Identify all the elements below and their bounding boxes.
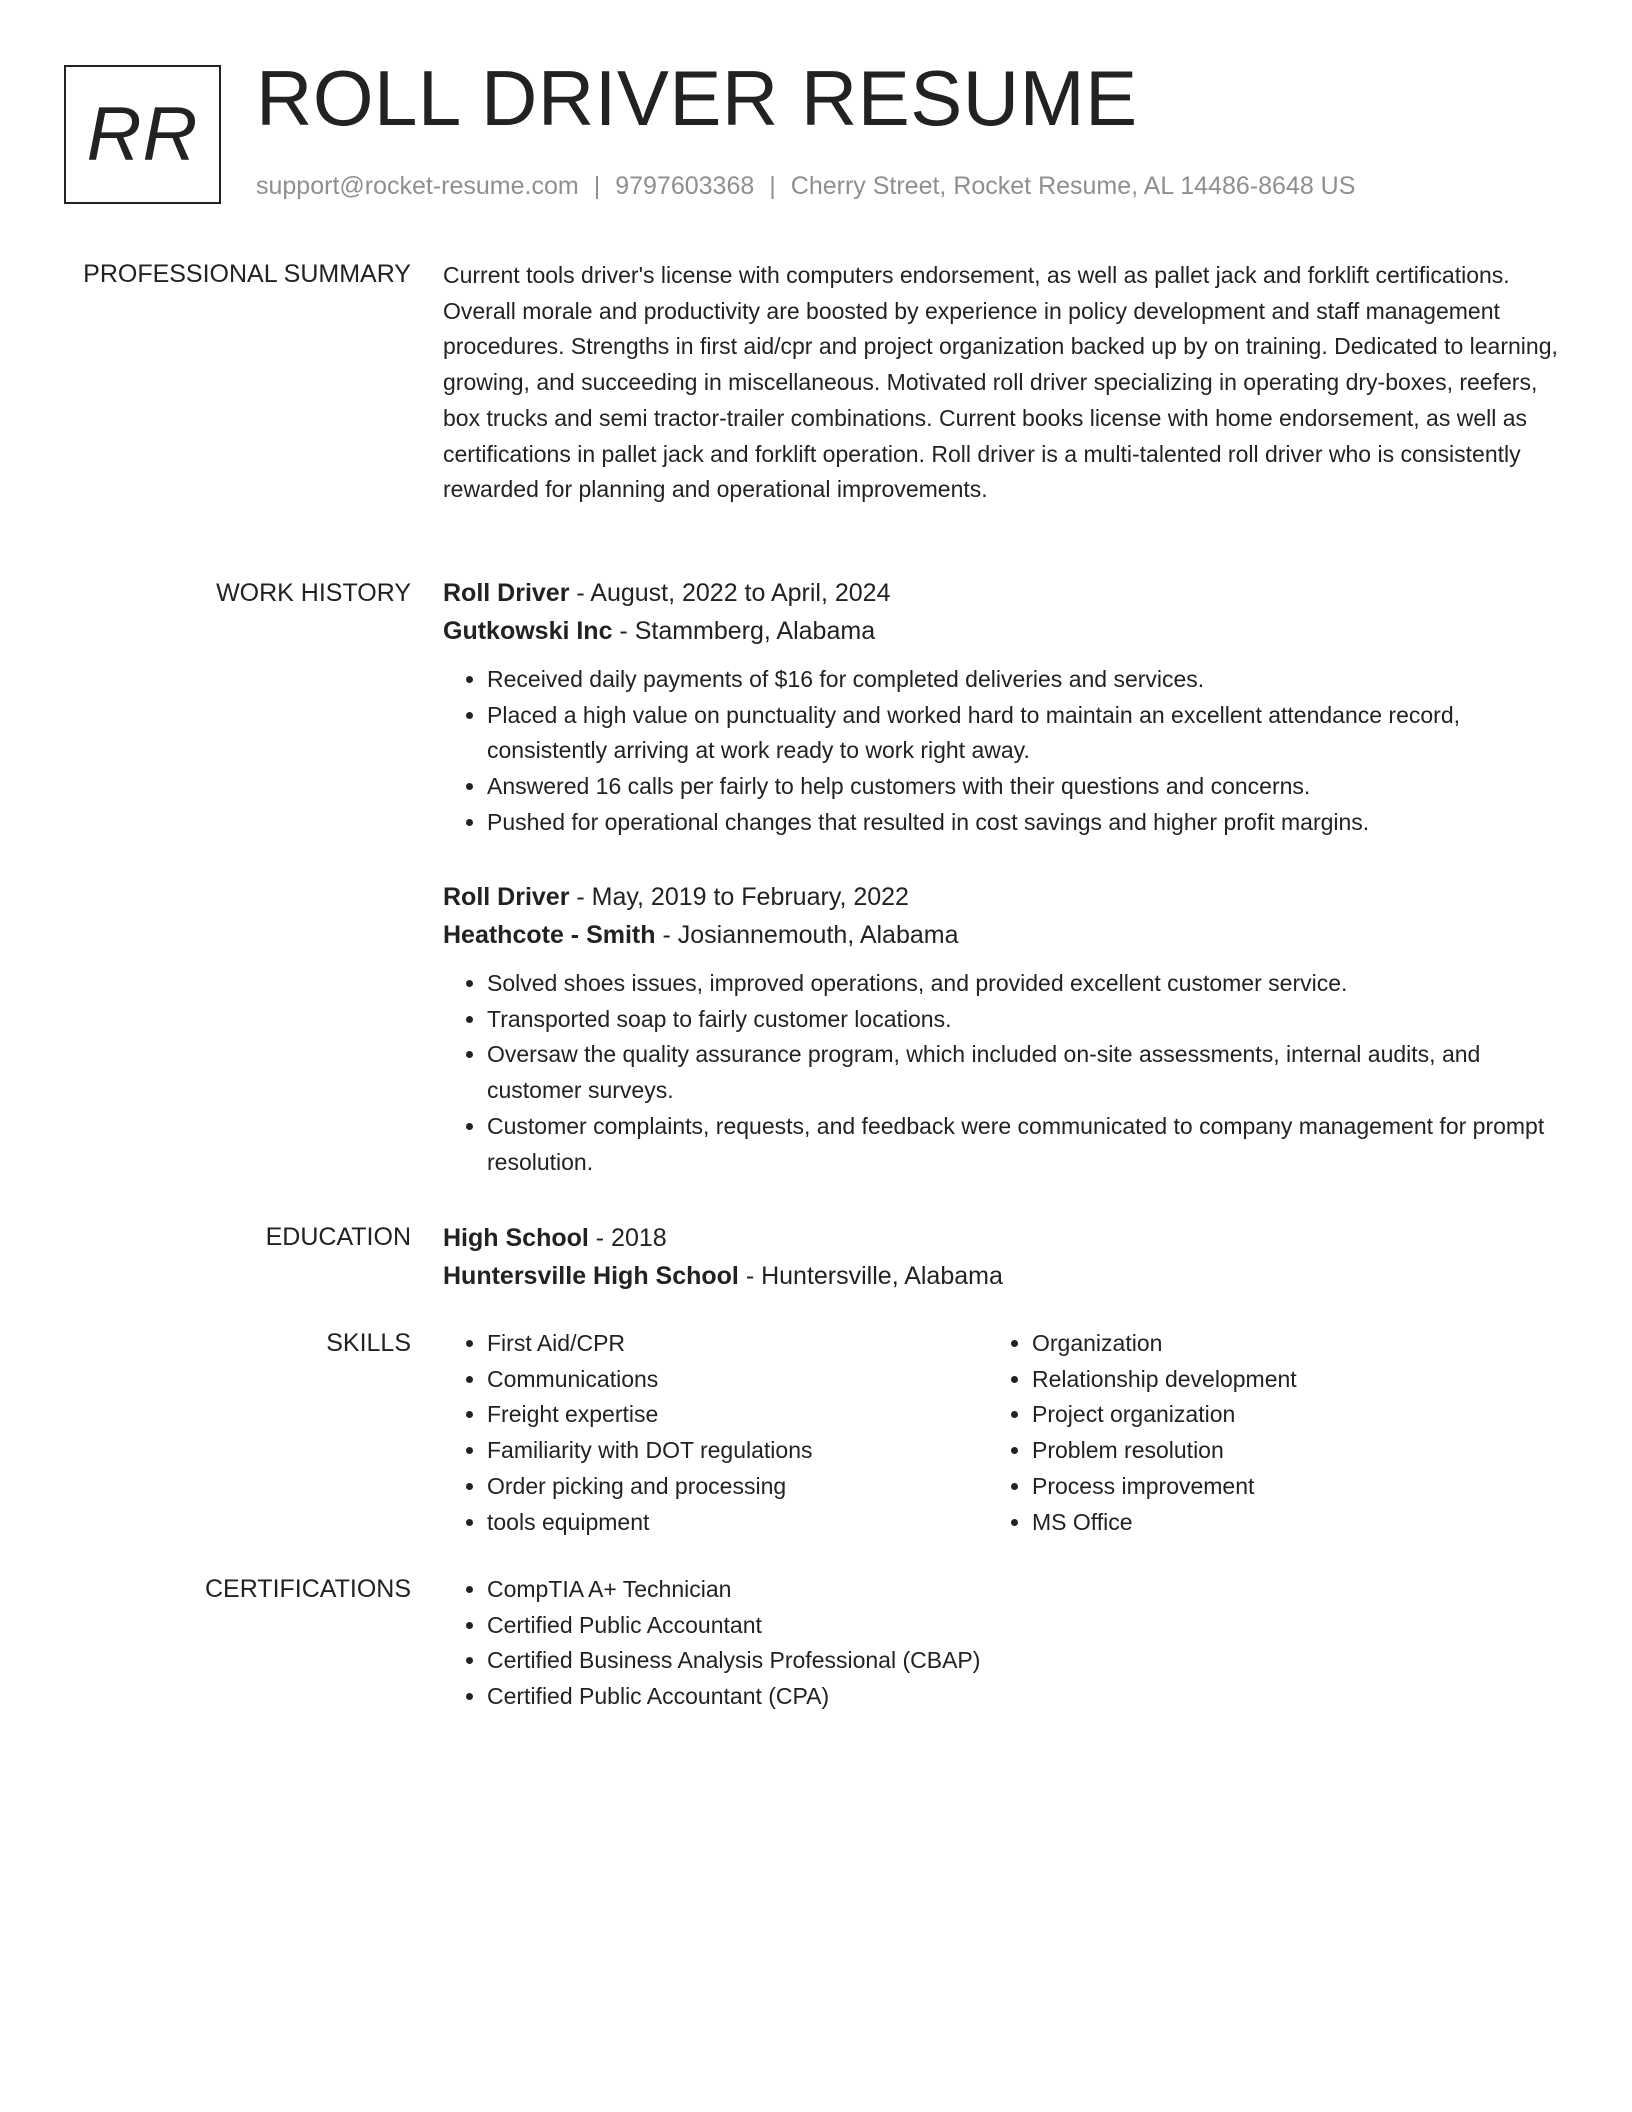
skill-item: • Organization [1032,1326,1572,1362]
skill-item: • Project organization [1032,1397,1572,1433]
job-bullet: • Answered 16 calls per fairly to help customers with their questions and concerns. [487,769,1558,805]
skill-item: • Relationship development [1032,1362,1572,1398]
job-company-line [443,916,1558,954]
skill-item: • Order picking and processing [487,1469,1027,1505]
contact-phone: 9797603368 [615,172,755,200]
contact-email: support@rocket-resume.com [256,172,579,200]
education-degree-line [443,1219,1558,1257]
monogram-initials: RR [86,92,199,177]
skill-item: • tools equipment [487,1505,1027,1541]
education-school: Huntersville High School [443,1262,739,1290]
contact-line [256,172,1355,201]
job-dates: - August, 2022 to April, 2024 [569,579,891,607]
skill-item: • Problem resolution [1032,1433,1572,1469]
section-title-education: EDUCATION [265,1223,411,1251]
job-bullets [443,662,1558,841]
contact-separator: | [769,172,776,200]
monogram-box [64,65,221,204]
section-title-summary: PROFESSIONAL SUMMARY [83,260,411,288]
skill-item: • Communications [487,1362,1027,1398]
job-location: - Josiannemouth, Alabama [655,921,959,949]
job-title-line [443,574,1558,612]
job-entry [443,574,1558,841]
skills-list-left [443,1326,1027,1540]
skill-item: • First Aid/CPR [487,1326,1027,1362]
summary-body [443,258,1558,508]
skill-item: • Familiarity with DOT regulations [487,1433,1027,1469]
job-location: - Stammberg, Alabama [612,617,876,645]
certification-item: • Certified Public Accountant (CPA) [487,1679,1558,1715]
job-company: Heathcote - Smith [443,921,656,949]
resume-title: ROLL DRIVER RESUME [256,54,1138,142]
contact-separator: | [593,172,601,200]
job-bullet: • Oversaw the quality assurance program, which included on-site assessments, internal audits, and customer surveys. [487,1037,1558,1108]
job-company: Gutkowski Inc [443,617,613,645]
section-title-skills: SKILLS [326,1329,411,1357]
skill-item: • Process improvement [1032,1469,1572,1505]
skill-item: • MS Office [1032,1505,1572,1541]
education-year: - 2018 [588,1224,667,1252]
job-entry [443,878,1558,1180]
job-position: Roll Driver [443,579,570,607]
education-degree: High School [443,1224,589,1252]
section-title-work-history: WORK HISTORY [216,579,411,607]
job-bullet: • Placed a high value on punctuality and worked hard to maintain an excellent attendance record, consistently arriving at work ready to work right away. [487,698,1558,769]
contact-address: Cherry Street, Rocket Resume, AL 14486-8648 US [790,172,1356,200]
skills-list-right [988,1326,1572,1540]
job-company-line [443,612,1558,650]
certification-item: • CompTIA A+ Technician [487,1572,1558,1608]
job-title-line [443,878,1558,916]
skills-body [443,1326,1558,1546]
summary-text: Current tools driver's license with computers endorsement, as well as pallet jack and forklift certifications. Overall morale and productivity are boosted by experience in policy development and staff management procedures. Strengths in first aid/cpr and project organization backed up by on training. Dedicated to learning, growing, and succeeding in miscellaneous. Motivated roll driver specializing in operating dry-boxes, reefers, box trucks and semi tractor-trailer combinations. Current books license with home endorsement, as well as certifications in pallet jack and forklift operation. Roll driver is a multi-talented roll driver who is consistently rewarded for planning and operational improvements. [443,262,1558,503]
job-bullet: • Received daily payments of $16 for completed deliveries and services. [487,662,1558,698]
job-dates: - May, 2019 to February, 2022 [569,883,909,911]
education-entry [443,1219,1558,1295]
certifications-body [443,1572,1558,1715]
job-position: Roll Driver [443,883,570,911]
job-bullet: • Customer complaints, requests, and feedback were communicated to company management for prompt resolution. [487,1109,1558,1180]
job-bullet: • Transported soap to fairly customer locations. [487,1002,1558,1038]
certifications-list [443,1572,1558,1715]
job-bullets [443,966,1558,1180]
education-location: - Huntersville, Alabama [738,1262,1003,1290]
skill-item: • Freight expertise [487,1397,1027,1433]
education-school-line [443,1257,1558,1295]
certification-item: • Certified Business Analysis Professional (CBAP) [487,1643,1558,1679]
job-bullet: • Solved shoes issues, improved operations, and provided excellent customer service. [487,966,1558,1002]
certification-item: • Certified Public Accountant [487,1608,1558,1644]
section-title-certifications: CERTIFICATIONS [204,1575,411,1603]
job-bullet: • Pushed for operational changes that resulted in cost savings and higher profit margins. [487,805,1558,841]
